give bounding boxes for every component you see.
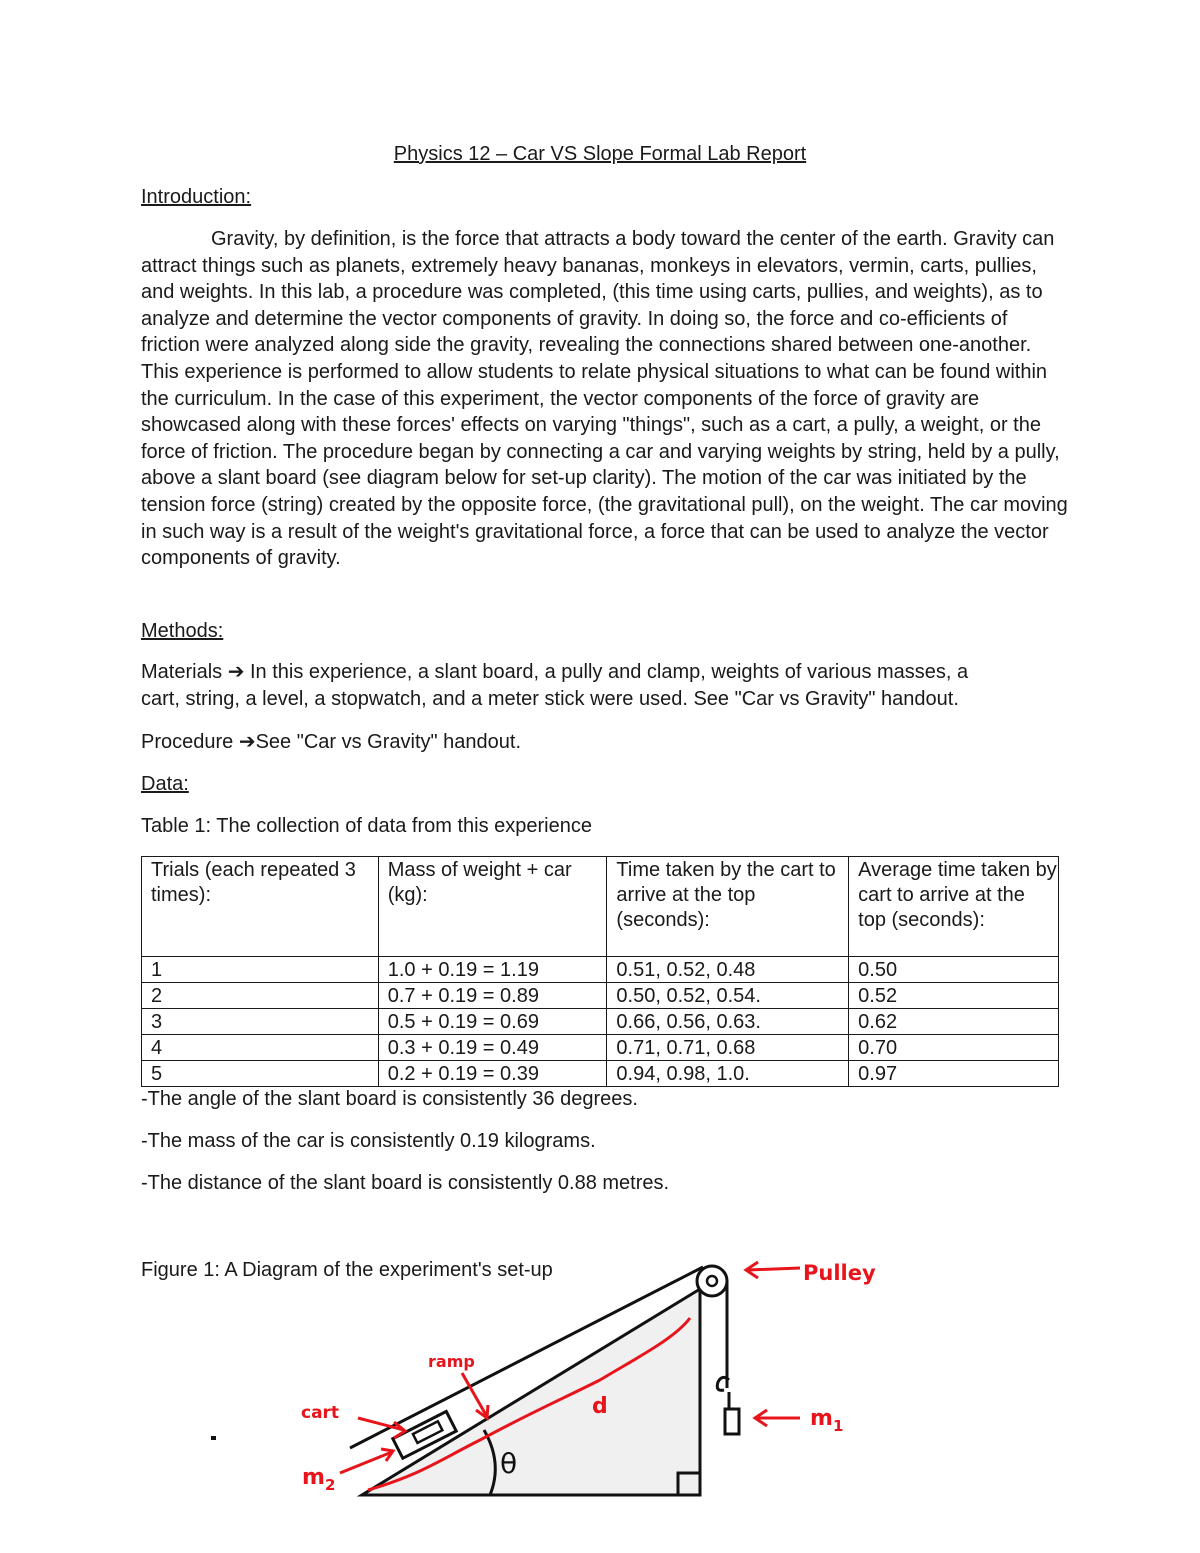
table-cell: 0.94, 0.98, 1.0.: [607, 1061, 849, 1087]
stray-mark: [211, 1436, 216, 1440]
figure-caption: Figure 1: A Diagram of the experiment's set-up: [141, 1259, 553, 1281]
table-cell: 0.7 + 0.19 = 0.89: [378, 983, 607, 1009]
note-angle: -The angle of the slant board is consistently 36 degrees.: [141, 1088, 638, 1110]
pulley-arrow: [748, 1268, 800, 1270]
ramp-triangle: [362, 1289, 700, 1495]
table-cell: 3: [142, 1009, 379, 1035]
table-header-cell: Trials (each repeated 3 times):: [142, 857, 379, 957]
pulley-label: Pulley: [803, 1261, 876, 1285]
d-label: d: [592, 1394, 608, 1419]
table-cell: 1: [142, 957, 379, 983]
m2-subscript: 2: [324, 1476, 336, 1494]
ramp-label: ramp: [428, 1352, 475, 1371]
page-title: Physics 12 – Car VS Slope Formal Lab Report: [393, 143, 807, 165]
table-cell: 0.50, 0.52, 0.54.: [607, 983, 849, 1009]
table-header-cell: Average time taken by cart to arrive at the top (seconds):: [849, 857, 1059, 957]
table-cell: 0.51, 0.52, 0.48: [607, 957, 849, 983]
table-cell: 0.2 + 0.19 = 0.39: [378, 1061, 607, 1087]
table-cell: 0.62: [849, 1009, 1059, 1035]
table-header-cell: Mass of weight + car (kg):: [378, 857, 607, 957]
m2-label: [302, 1465, 335, 1494]
table-cell: 0.70: [849, 1035, 1059, 1061]
table-cell: 4: [142, 1035, 379, 1061]
materials-line-2: cart, string, a level, a stopwatch, and a meter stick were used. See "Car vs Gravity" handout.: [141, 688, 959, 710]
procedure-line: Procedure ➔See "Car vs Gravity" handout.: [141, 731, 522, 753]
m2-letter: m: [302, 1465, 325, 1490]
theta-symbol: θ: [500, 1447, 518, 1480]
m2-arrow: [340, 1452, 392, 1473]
data-heading: Data:: [141, 773, 189, 795]
table-cell: 2: [142, 983, 379, 1009]
table-header-cell: Time taken by the cart to arrive at the top (seconds):: [607, 857, 849, 957]
hanging-mass-m1: [725, 1409, 739, 1434]
table-caption: Table 1: The collection of data from this experience: [141, 815, 592, 837]
note-mass: -The mass of the car is consistently 0.19 kilograms.: [141, 1130, 596, 1152]
table-cell: 0.66, 0.56, 0.63.: [607, 1009, 849, 1035]
introduction-heading: Introduction:: [141, 186, 252, 208]
table-cell: 0.3 + 0.19 = 0.49: [378, 1035, 607, 1061]
note-distance: -The distance of the slant board is consistently 0.88 metres.: [141, 1172, 670, 1194]
table-cell: 0.97: [849, 1061, 1059, 1087]
cart-label: cart: [301, 1403, 340, 1423]
methods-heading: Methods:: [141, 620, 224, 642]
table-cell: 0.50: [849, 957, 1059, 983]
table-cell: 5: [142, 1061, 379, 1087]
table-cell: 0.5 + 0.19 = 0.69: [378, 1009, 607, 1035]
materials-line-1: Materials ➔ In this experience, a slant board, a pully and clamp, weights of various masses, a: [141, 661, 969, 683]
table-cell: 0.52: [849, 983, 1059, 1009]
introduction-paragraph: Gravity, by definition, is the force that attracts a body toward the center of the earth. Gravity can attract things such as planets, extremely heavy bananas, monkeys in elevators, vermin, carts, pullies, and weights. In this lab, a procedure was completed, (this time using carts, pullies, and weights), as to analyze and determine the vector components of gravity. In doing so, the force and co-efficients of friction were analyzed along side the gravity, revealing the connections shared between one-another. This experience is performed to allow students to relate physical situations to what can be found within the curriculum. In the case of this experiment, the vector components of the force of gravity are showcased along with these forces' effects on varying "things", such as a cart, a pully, a weight, or the force of friction. The procedure began by connecting a car and varying weights by string, held by a pully, above a slant board (see diagram below for set-up clarity). The motion of the car was initiated by the tension force (string) created by the opposite force, (the gravitational pull), on the weight. The car moving in such way is a result of the weight's gravitational force, a force that can be used to analyze the vector components of gravity.: [141, 228, 1068, 570]
m1-letter: m: [810, 1406, 833, 1431]
m1-subscript: 1: [832, 1417, 844, 1435]
table-cell: 1.0 + 0.19 = 1.19: [378, 957, 607, 983]
m1-label: [810, 1406, 843, 1435]
table-cell: 0.71, 0.71, 0.68: [607, 1035, 849, 1061]
pulley-axle: [707, 1276, 717, 1286]
